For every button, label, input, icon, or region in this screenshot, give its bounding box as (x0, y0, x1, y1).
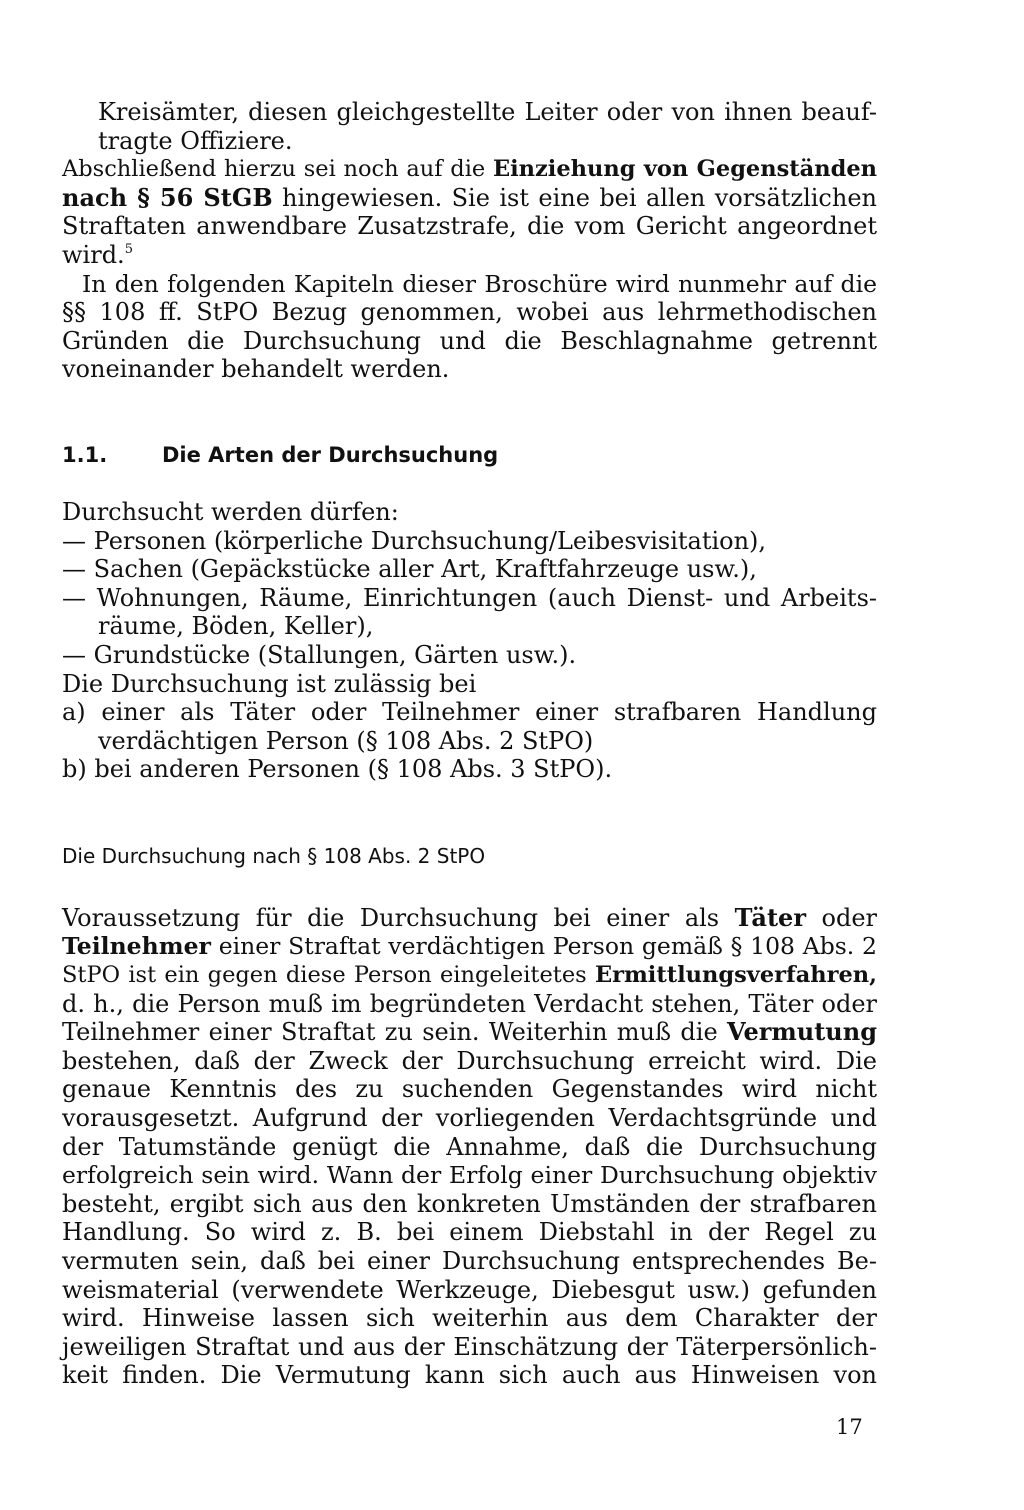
text-span: StPO ist ein gegen diese Person eingeleitetes (62, 962, 595, 989)
bold-term: Teilnehmer (62, 932, 211, 961)
text-line: jeweiligen Straftat und aus der Einschätzung der Täterpersönlich- (62, 1332, 877, 1361)
text-line: Handlung. So wird z. B. bei einem Diebstahl in der Regel zu (62, 1218, 877, 1247)
text-line: bestehen, daß der Zweck der Durchsuchung erreicht wird. Die (62, 1046, 877, 1075)
bold-term: Einziehung von Gegenständen (492, 156, 878, 183)
text-line (62, 904, 877, 933)
text-span: wird. (62, 240, 125, 269)
text-line: vermuten sein, daß bei einer Durchsuchung entsprechendes Be- (62, 1247, 877, 1275)
bold-term: Täter (734, 902, 806, 932)
text-line: keit finden. Die Vermutung kann sich auch aus Hinweisen von (62, 1361, 877, 1390)
text-line: erfolgreich sein wird. Wann der Erfolg einer Durchsuchung objektiv (62, 1161, 877, 1190)
body-paragraph (62, 904, 877, 1390)
text-line (62, 155, 877, 184)
footnote-reference[interactable]: 5 (124, 241, 133, 257)
text-line: der Tatumstände genügt die Annahme, daß die Durchsuchung (62, 1132, 877, 1161)
text-span: Teilnehmer einer Straftat zu sein. Weiterhin muß die (62, 1018, 728, 1047)
search-types-list (62, 498, 877, 784)
page-number: 17 (836, 1415, 863, 1439)
text-line: d. h., die Person muß im begründeten Verdacht stehen, Täter oder (62, 989, 877, 1018)
text-line (62, 961, 877, 990)
bold-term: Vermutung (727, 1017, 877, 1047)
text-line: vorausgesetzt. Aufgrund der vorliegenden Verdachtsgründe und (62, 1104, 877, 1133)
list-intro: Die Durchsuchung ist zulässig bei (62, 669, 477, 698)
text-span: einer Straftat verdächtigen Person gemäß § 108 Abs. 2 (210, 932, 877, 961)
paragraph-1 (62, 98, 877, 155)
text-line: Gründen die Durchsuchung und die Beschlagnahme getrennt (62, 326, 877, 355)
text-span: hingewiesen. Sie ist eine bei allen vorsätzlichen (272, 183, 877, 212)
text-line: Kreisämter, diesen gleichgestellte Leiter oder von ihnen beauf- (98, 98, 877, 126)
text-line (62, 184, 877, 213)
list-intro: Durchsucht werden dürfen: (62, 497, 399, 526)
text-line (62, 932, 877, 961)
list-item: — Personen (körperliche Durchsuchung/Leibesvisitation), (62, 526, 767, 555)
text-line: tragte Offiziere. (98, 126, 293, 155)
section-title: Die Arten der Durchsuchung (162, 442, 499, 467)
section-heading (62, 441, 877, 469)
text-line: Straftaten anwendbare Zusatzstrafe, die vom Gericht angeordnet (62, 212, 877, 241)
text-line: genaue Kenntnis des zu suchenden Gegenstandes wird nicht (62, 1075, 877, 1104)
list-item: b) bei anderen Personen (§ 108 Abs. 3 StPO). (62, 755, 613, 784)
text-line (62, 1018, 877, 1047)
text-span: Voraussetzung für die Durchsuchung bei einer als (62, 903, 735, 932)
text-line: §§ 108 ff. StPO Bezug genommen, wobei aus lehrmethodischen (62, 298, 877, 327)
list-item-continuation: verdächtigen Person (§ 108 Abs. 2 StPO) (98, 726, 594, 755)
text-line: In den folgenden Kapiteln dieser Broschüre wird nunmehr auf die (82, 269, 877, 298)
bold-term: Ermittlungsverfahren, (594, 962, 877, 989)
text-line: wird. Hinweise lassen sich weiterhin aus dem Charakter der (62, 1304, 877, 1333)
text-line: voneinander behandelt werden. (62, 355, 450, 384)
paragraph-3 (62, 270, 877, 384)
list-item-continuation: räume, Böden, Keller), (98, 612, 374, 641)
text-span: Abschließend hierzu sei noch auf die (62, 156, 493, 183)
text-line (62, 241, 877, 270)
list-item: — Sachen (Gepäckstücke aller Art, Kraftfahrzeuge usw.), (62, 555, 757, 584)
list-item: — Grundstücke (Stallungen, Gärten usw.). (62, 640, 577, 669)
paragraph-2 (62, 155, 877, 269)
text-line: besteht, ergibt sich aus den konkreten Umständen der strafbaren (62, 1189, 877, 1218)
text-line: weismaterial (verwendete Werkzeuge, Diebesgut usw.) gefunden (62, 1275, 877, 1304)
subheading: Die Durchsuchung nach § 108 Abs. 2 StPO (62, 843, 486, 868)
list-item: a) einer als Täter oder Teilnehmer einer strafbaren Handlung (62, 698, 877, 727)
text-span: oder (805, 903, 878, 932)
page-body (62, 98, 877, 1390)
list-item: — Wohnungen, Räume, Einrichtungen (auch Dienst- und Arbeits- (62, 583, 877, 612)
section-number: 1.1. (62, 442, 108, 467)
bold-term: nach § 56 StGB (62, 182, 273, 212)
